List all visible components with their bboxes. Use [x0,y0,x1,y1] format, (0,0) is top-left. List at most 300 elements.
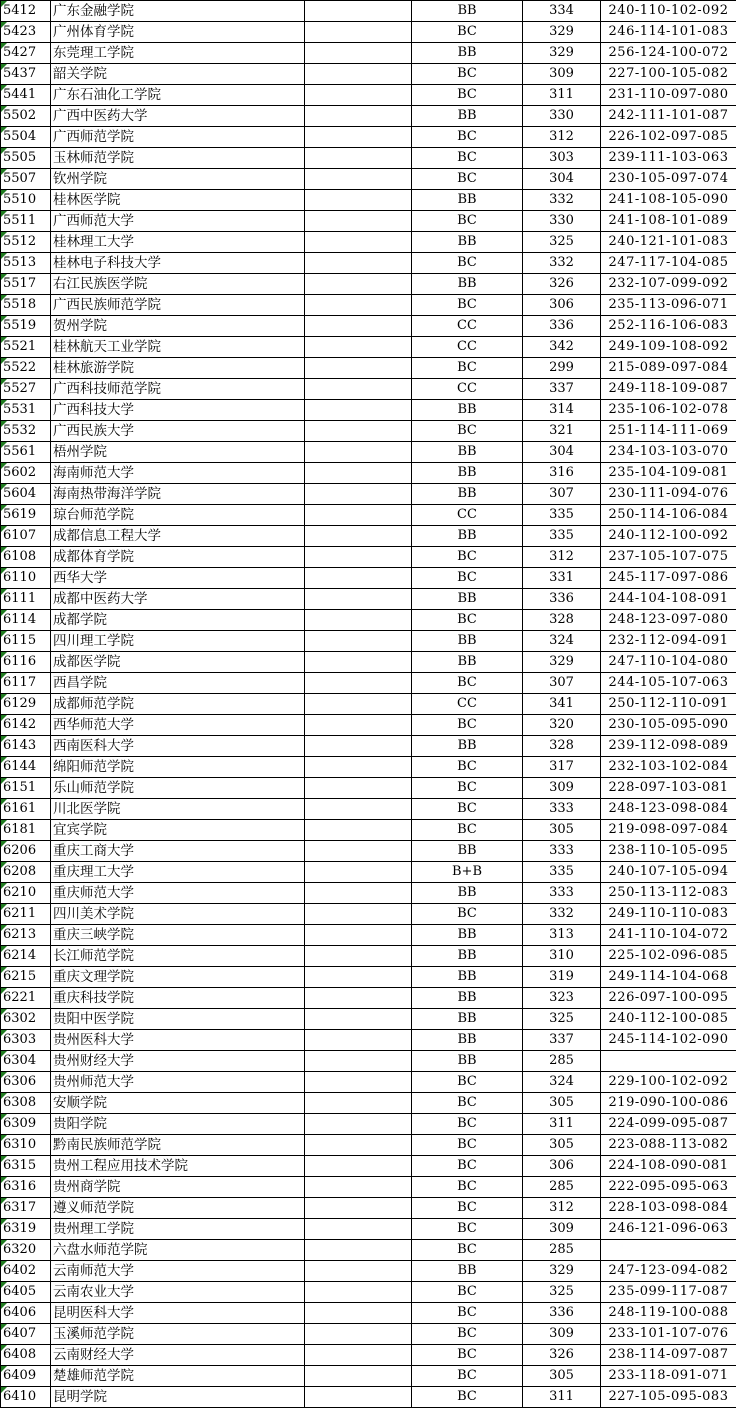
code-cell: 5531 [1,400,51,421]
grade-cell: BC [412,22,523,43]
score-breakdown-cell: 249-110-110-083 [601,904,736,925]
score-cell: 309 [523,1219,601,1240]
table-row [1,988,736,1009]
score-cell: 310 [523,946,601,967]
blank-cell [305,379,412,400]
blank-cell [305,1282,412,1303]
table-row [1,442,736,463]
blank-cell [305,1240,412,1261]
table-row [1,253,736,274]
code-cell: 5602 [1,463,51,484]
table-row [1,1366,736,1387]
table-row [1,925,736,946]
school-name-cell: 成都信息工程大学 [51,526,305,547]
score-breakdown-cell: 245-114-102-090 [601,1030,736,1051]
grade-cell: BB [412,232,523,253]
table-row [1,1240,736,1261]
code-cell: 5619 [1,505,51,526]
school-name-cell: 广西中医药大学 [51,106,305,127]
table-body [1,1,736,1408]
grade-cell: BB [412,736,523,757]
score-cell: 329 [523,22,601,43]
code-cell: 6402 [1,1261,51,1282]
grade-cell: BC [412,715,523,736]
code-cell: 6319 [1,1219,51,1240]
blank-cell [305,337,412,358]
blank-cell [305,904,412,925]
score-cell: 324 [523,631,601,652]
table-row [1,715,736,736]
score-cell: 320 [523,715,601,736]
table-row [1,421,736,442]
table-row [1,148,736,169]
table-row [1,1324,736,1345]
score-breakdown-cell: 240-107-105-094 [601,862,736,883]
score-cell: 329 [523,652,601,673]
grade-cell: BC [412,64,523,85]
blank-cell [305,799,412,820]
grade-cell: BC [412,1219,523,1240]
blank-cell [305,568,412,589]
school-name-cell: 桂林航天工业学院 [51,337,305,358]
score-cell: 336 [523,316,601,337]
score-cell: 306 [523,295,601,316]
code-cell: 6144 [1,757,51,778]
score-breakdown-cell: 232-103-102-084 [601,757,736,778]
school-name-cell: 钦州学院 [51,169,305,190]
blank-cell [305,316,412,337]
blank-cell [305,505,412,526]
blank-cell [305,1324,412,1345]
grade-cell: BB [412,988,523,1009]
grade-cell: BB [412,274,523,295]
score-breakdown-cell: 235-106-102-078 [601,400,736,421]
blank-cell [305,484,412,505]
blank-cell [305,673,412,694]
grade-cell: CC [412,505,523,526]
code-cell: 6208 [1,862,51,883]
score-cell: 309 [523,64,601,85]
school-name-cell: 长江师范学院 [51,946,305,967]
grade-cell: BB [412,589,523,610]
grade-cell: BC [412,1303,523,1324]
blank-cell [305,967,412,988]
table-row [1,736,736,757]
school-name-cell: 四川理工学院 [51,631,305,652]
score-cell: 314 [523,400,601,421]
blank-cell [305,736,412,757]
score-breakdown-cell: 251-114-111-069 [601,421,736,442]
score-breakdown-cell: 226-102-097-085 [601,127,736,148]
score-cell: 325 [523,1282,601,1303]
score-cell: 306 [523,1156,601,1177]
grade-cell: BC [412,169,523,190]
blank-cell [305,610,412,631]
score-breakdown-cell: 250-112-110-091 [601,694,736,715]
grade-cell: BB [412,967,523,988]
code-cell: 5441 [1,85,51,106]
school-name-cell: 昆明医科大学 [51,1303,305,1324]
blank-cell [305,295,412,316]
blank-cell [305,148,412,169]
grade-cell: CC [412,316,523,337]
blank-cell [305,694,412,715]
grade-cell: BC [412,1198,523,1219]
grade-cell: BC [412,1240,523,1261]
grade-cell: BB [412,400,523,421]
table-row [1,883,736,904]
school-name-cell: 黔南民族师范学院 [51,1135,305,1156]
table-row [1,400,736,421]
blank-cell [305,946,412,967]
score-breakdown-cell: 244-105-107-063 [601,673,736,694]
school-name-cell: 梧州学院 [51,442,305,463]
blank-cell [305,253,412,274]
grade-cell: BC [412,1324,523,1345]
table-row [1,484,736,505]
school-name-cell: 贺州学院 [51,316,305,337]
blank-cell [305,1114,412,1135]
grade-cell: BB [412,1051,523,1072]
blank-cell [305,85,412,106]
table-row [1,211,736,232]
table-row [1,43,736,64]
blank-cell [305,925,412,946]
code-cell: 5510 [1,190,51,211]
score-cell: 305 [523,820,601,841]
school-name-cell: 广西科技师范学院 [51,379,305,400]
score-cell: 325 [523,232,601,253]
code-cell: 5412 [1,1,51,22]
code-cell: 5561 [1,442,51,463]
school-name-cell: 桂林电子科技大学 [51,253,305,274]
code-cell: 6315 [1,1156,51,1177]
score-breakdown-cell: 224-108-090-081 [601,1156,736,1177]
grade-cell: BB [412,190,523,211]
score-breakdown-cell: 247-117-104-085 [601,253,736,274]
code-cell: 6317 [1,1198,51,1219]
table-row [1,946,736,967]
code-cell: 6107 [1,526,51,547]
blank-cell [305,820,412,841]
school-name-cell: 玉林师范学院 [51,148,305,169]
school-name-cell: 西南医科大学 [51,736,305,757]
score-breakdown-cell: 241-110-104-072 [601,925,736,946]
school-name-cell: 云南农业大学 [51,1282,305,1303]
score-breakdown-cell: 233-101-107-076 [601,1324,736,1345]
blank-cell [305,841,412,862]
score-breakdown-cell: 233-118-091-071 [601,1366,736,1387]
score-cell: 305 [523,1135,601,1156]
code-cell: 6142 [1,715,51,736]
code-cell: 6308 [1,1093,51,1114]
code-cell: 6303 [1,1030,51,1051]
code-cell: 5521 [1,337,51,358]
blank-cell [305,1093,412,1114]
table-row [1,862,736,883]
school-name-cell: 西华师范大学 [51,715,305,736]
table-row [1,589,736,610]
table-row [1,1135,736,1156]
score-breakdown-cell: 249-114-104-068 [601,967,736,988]
blank-cell [305,421,412,442]
table-row [1,526,736,547]
school-name-cell: 贵州商学院 [51,1177,305,1198]
grade-cell: BB [412,841,523,862]
code-cell: 5502 [1,106,51,127]
score-cell: 336 [523,1303,601,1324]
code-cell: 6316 [1,1177,51,1198]
table-row [1,379,736,400]
grade-cell: BB [412,946,523,967]
grade-cell: BC [412,295,523,316]
score-cell: 333 [523,799,601,820]
grade-cell: BB [412,43,523,64]
score-cell: 311 [523,85,601,106]
table-row [1,1303,736,1324]
blank-cell [305,1198,412,1219]
score-cell: 307 [523,484,601,505]
school-name-cell: 云南财经大学 [51,1345,305,1366]
grade-cell: CC [412,379,523,400]
blank-cell [305,1177,412,1198]
blank-cell [305,1366,412,1387]
table-row [1,1156,736,1177]
table-row [1,505,736,526]
grade-cell: BC [412,610,523,631]
score-breakdown-cell: 223-088-113-082 [601,1135,736,1156]
blank-cell [305,169,412,190]
grade-cell: BC [412,1282,523,1303]
school-name-cell: 昆明学院 [51,1387,305,1408]
score-breakdown-cell: 231-110-097-080 [601,85,736,106]
code-cell: 5504 [1,127,51,148]
score-breakdown-cell: 239-112-098-089 [601,736,736,757]
code-cell: 6320 [1,1240,51,1261]
grade-cell: BB [412,1,523,22]
school-name-cell: 右江民族医学院 [51,274,305,295]
score-breakdown-cell: 245-117-097-086 [601,568,736,589]
grade-cell: BC [412,85,523,106]
school-name-cell: 贵阳中医学院 [51,1009,305,1030]
blank-cell [305,547,412,568]
code-cell: 5532 [1,421,51,442]
score-cell: 335 [523,526,601,547]
grade-cell: BC [412,799,523,820]
table-row [1,169,736,190]
score-cell: 305 [523,1366,601,1387]
grade-cell: BC [412,1072,523,1093]
score-cell: 332 [523,190,601,211]
score-breakdown-cell: 256-124-100-072 [601,43,736,64]
score-cell: 324 [523,1072,601,1093]
school-name-cell: 宜宾学院 [51,820,305,841]
score-breakdown-cell: 239-111-103-063 [601,148,736,169]
score-breakdown-cell: 252-116-106-083 [601,316,736,337]
code-cell: 5437 [1,64,51,85]
code-cell: 6108 [1,547,51,568]
grade-cell: BC [412,1345,523,1366]
blank-cell [305,106,412,127]
blank-cell [305,757,412,778]
blank-cell [305,1303,412,1324]
code-cell: 6221 [1,988,51,1009]
score-cell: 332 [523,904,601,925]
score-cell: 334 [523,1,601,22]
score-cell: 341 [523,694,601,715]
code-cell: 6302 [1,1009,51,1030]
score-cell: 335 [523,862,601,883]
code-cell: 6129 [1,694,51,715]
grade-cell: CC [412,337,523,358]
score-breakdown-cell: 244-104-108-091 [601,589,736,610]
code-cell: 6114 [1,610,51,631]
school-name-cell: 广西师范学院 [51,127,305,148]
table-row [1,1114,736,1135]
table-row [1,1261,736,1282]
table-row [1,547,736,568]
score-breakdown-cell [601,1051,736,1072]
code-cell: 6115 [1,631,51,652]
score-breakdown-cell: 219-090-100-086 [601,1093,736,1114]
code-cell: 6410 [1,1387,51,1408]
blank-cell [305,64,412,85]
table-row [1,106,736,127]
blank-cell [305,631,412,652]
score-cell: 311 [523,1387,601,1408]
blank-cell [305,211,412,232]
score-breakdown-cell: 235-104-109-081 [601,463,736,484]
school-name-cell: 玉溪师范学院 [51,1324,305,1345]
school-name-cell: 广东金融学院 [51,1,305,22]
school-name-cell: 重庆师范大学 [51,883,305,904]
score-breakdown-cell: 248-123-097-080 [601,610,736,631]
school-name-cell: 云南师范大学 [51,1261,305,1282]
blank-cell [305,232,412,253]
table-row [1,1093,736,1114]
blank-cell [305,1135,412,1156]
grade-cell: BC [412,1177,523,1198]
school-name-cell: 广州体育学院 [51,22,305,43]
blank-cell [305,274,412,295]
school-name-cell: 广西民族师范学院 [51,295,305,316]
blank-cell [305,1219,412,1240]
grade-cell: BB [412,484,523,505]
blank-cell [305,1387,412,1408]
school-name-cell: 韶关学院 [51,64,305,85]
blank-cell [305,400,412,421]
score-cell: 307 [523,673,601,694]
school-name-cell: 绵阳师范学院 [51,757,305,778]
school-name-cell: 海南师范大学 [51,463,305,484]
blank-cell [305,127,412,148]
code-cell: 5511 [1,211,51,232]
score-breakdown-cell: 248-123-098-084 [601,799,736,820]
code-cell: 5512 [1,232,51,253]
school-name-cell: 琼台师范学院 [51,505,305,526]
school-name-cell: 广西民族大学 [51,421,305,442]
score-breakdown-cell: 229-100-102-092 [601,1072,736,1093]
code-cell: 6110 [1,568,51,589]
blank-cell [305,442,412,463]
score-breakdown-cell: 240-112-100-085 [601,1009,736,1030]
grade-cell: B+B [412,862,523,883]
school-name-cell: 贵阳学院 [51,1114,305,1135]
table-row [1,1282,736,1303]
school-name-cell: 桂林医学院 [51,190,305,211]
blank-cell [305,778,412,799]
grade-cell: BC [412,358,523,379]
grade-cell: BC [412,211,523,232]
grade-cell: BB [412,883,523,904]
code-cell: 5513 [1,253,51,274]
score-breakdown-cell: 234-103-103-070 [601,442,736,463]
school-name-cell: 广西师范大学 [51,211,305,232]
code-cell: 6143 [1,736,51,757]
table-row [1,64,736,85]
school-name-cell: 广东石油化工学院 [51,85,305,106]
blank-cell [305,1156,412,1177]
blank-cell [305,1009,412,1030]
score-cell: 329 [523,1261,601,1282]
table-row [1,127,736,148]
score-breakdown-cell: 249-118-109-087 [601,379,736,400]
school-name-cell: 重庆三峡学院 [51,925,305,946]
grade-cell: BB [412,442,523,463]
grade-cell: BC [412,673,523,694]
score-cell: 337 [523,379,601,400]
score-breakdown-cell: 240-110-102-092 [601,1,736,22]
score-cell: 303 [523,148,601,169]
grade-cell: BB [412,1261,523,1282]
table-row [1,295,736,316]
grade-cell: BC [412,127,523,148]
score-breakdown-cell: 215-089-097-084 [601,358,736,379]
school-name-cell: 重庆工商大学 [51,841,305,862]
grade-cell: BC [412,547,523,568]
score-breakdown-cell: 235-099-117-087 [601,1282,736,1303]
grade-cell: BC [412,1114,523,1135]
blank-cell [305,1345,412,1366]
score-breakdown-cell: 249-109-108-092 [601,337,736,358]
code-cell: 5423 [1,22,51,43]
grade-cell: BC [412,1093,523,1114]
grade-cell: BB [412,925,523,946]
school-name-cell: 楚雄师范学院 [51,1366,305,1387]
score-breakdown-cell: 248-119-100-088 [601,1303,736,1324]
code-cell: 6210 [1,883,51,904]
grade-cell: BB [412,631,523,652]
table-row [1,1177,736,1198]
score-breakdown-cell: 250-113-112-083 [601,883,736,904]
score-cell: 330 [523,106,601,127]
blank-cell [305,988,412,1009]
table-row [1,1219,736,1240]
score-cell: 304 [523,169,601,190]
score-breakdown-cell: 228-097-103-081 [601,778,736,799]
school-name-cell: 重庆理工大学 [51,862,305,883]
blank-cell [305,589,412,610]
score-cell: 321 [523,421,601,442]
table-row [1,1030,736,1051]
code-cell: 6181 [1,820,51,841]
score-cell: 325 [523,1009,601,1030]
code-cell: 6206 [1,841,51,862]
grade-cell: CC [412,694,523,715]
school-name-cell: 海南热带海洋学院 [51,484,305,505]
score-cell: 319 [523,967,601,988]
school-name-cell: 成都学院 [51,610,305,631]
